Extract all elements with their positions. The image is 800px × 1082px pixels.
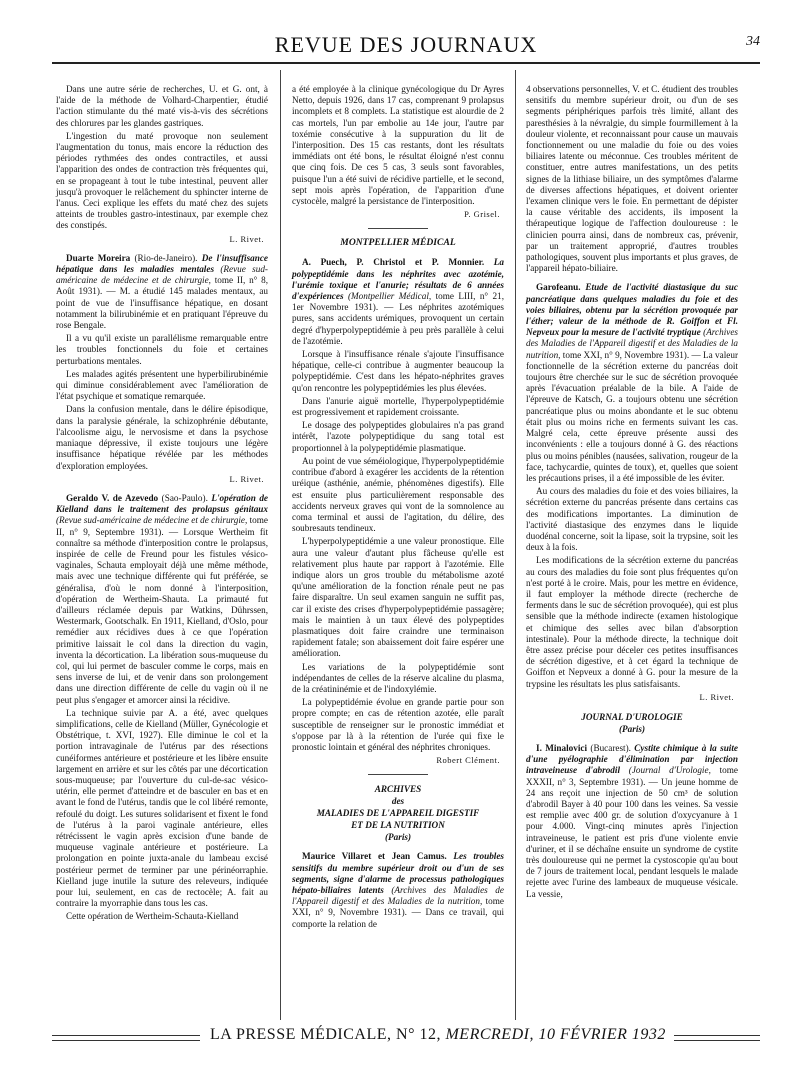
page-footer xyxy=(52,1026,760,1050)
paragraph: a été employée à la clinique gynécologique du Dr Ayres Netto, depuis 1926, dans 17 cas, comprenant 9 prolapsus incomplets et 8 complets. La statistique est alourdie de 2 cas mortels, l'un par embolie au 14e jour, l'autre par toxémie consécutive à la suppuration du lit de l'interposition. Des 15 cas restants, dont les résultats immédiats ont été bons, le résultat éloigné n'est connu que cinq fois. De ces 5 cas, 3 seuls sont favorables, puisque l'un a été suivi de récidive partielle, et le second, sept mois après l'opération, de l'apparition d'une cystocèle, malgré la persistance de l'interposition. xyxy=(292,84,504,207)
paragraph: Les variations de la polypeptidémie sont indépendantes de celles de la réserve alcaline du plasma, de la créatininémie et de l'indoxylémie. xyxy=(292,661,504,694)
paragraph: La polypeptidémie évolue en grande partie pour son propre compte; en cas de rétention azotée, elle paraît susceptible de renseigner sur le pronostic immédiat et s'oppose par là à la rétention de l'urée qui fixe le pronostic lointain et général des néphrites chroniques. xyxy=(292,697,504,752)
author-place: (Rio-de-Janeiro). xyxy=(130,252,202,263)
issue-date: MERCREDI, 10 FÉVRIER 1932 xyxy=(440,1026,666,1043)
section-line: JOURNAL D'UROLOGIE xyxy=(581,711,683,722)
page-number: 34 xyxy=(746,34,760,49)
article-text: tome XXXII, n° 3, Septembre 1931). — Un jeune homme de 24 ans reçoit une injection de 50 cm³ de solution d'abrodil Bayer à 40 pour 100 dans les veines. Sa vessie est remplie avec 400 gr. de solution d'oxycyanure à 1 pour 4.000. Vingt-cinq minutes après l'injection intraveineuse, le patient est pris d'une violente envie d'uriner, et il se déchaîne ensuite un syndrome de cystite très douloureuse qui ne permet la cystoscopie qu'au bout de 7 jours de traitement local, pendant lesquels le malade rejette avec l'urine des lambeaux de muqueuse vésicale. La vessie, xyxy=(526,765,739,899)
column-divider xyxy=(515,70,516,1020)
header-rule xyxy=(52,62,760,64)
article-title: De l'insuffisance hépatique dans les maladies mentales xyxy=(56,252,268,275)
article-source: (Montpellier Médical, xyxy=(343,291,432,302)
page-header xyxy=(52,32,760,60)
footer-text xyxy=(210,1026,666,1044)
paragraph: Il a vu qu'il existe un parallélisme remarquable entre les troubles fonctionnels du foie et certaines perturbations mentales. xyxy=(56,333,268,366)
article-entry xyxy=(526,743,738,900)
article-author: Maurice Villaret et Jean Camus. xyxy=(302,851,447,862)
article-entry xyxy=(526,282,738,484)
article-source: (Archives des Maladies de l'Appareil digestif et des Maladies de la nutrition, xyxy=(292,884,504,907)
paragraph: L'hyperpolypeptidémie a une valeur pronostique. Elle aura une valeur d'autant plus fâcheuse qu'elle est relativement plus haute par rapport à l'azotémie. Elle indique alors un gros trouble du métabolisme azoté qu'une amélioration de la fonction rénale peut ne pas faire disparaître. Un seul examen sanguin ne suffit pas, car il existe des crises d'hyperpolypeptidémie passagère; mais le maintien à un taux élevé des polypeptides plasmatiques doit faire craindre une terminaison rapidement fatale; son abaissement doit faire espérer une amélioration. xyxy=(292,536,504,659)
paragraph: Dans une autre série de recherches, U. et G. ont, à l'aide de la méthode de Volhard-Charpentier, étudié l'action stimulante du thé maté vis-à-vis des sécrétions des chlorures par les glandes gastriques. xyxy=(56,84,268,128)
section-line: ARCHIVES xyxy=(374,784,422,795)
paragraph: Les modifications de la sécrétion externe du pancréas au cours des maladies du foie sont plus fréquentes qu'on n'est porté à le croire. Mais, pour les mettre en évidence, il faut employer la méthode directe (recherche de ferments dans le suc de sécrétion provoquée), qui est plus sensible que la méthode indirecte (examen histologique et chimique des selles avec bilan d'absorption intestinale). Pour la méthode directe, la technique doit être assez précise pour déceler ces petites insuffisances de sécrétion digestive, et à cet égard la technique de Goiffon et Nepveux a donné à G. pour la mesure de la trypsine les résultats les plus satisfaisants. xyxy=(526,555,738,689)
section-rule xyxy=(368,228,428,229)
paragraph: L'ingestion du maté provoque non seulement l'augmentation du tonus, mais encore la réduction des périodes rythmées des ondes contractiles, et aussi l'apparition des ondes de contraction très fréquentes qui, en se propageant à tout le tube intestinal, peuvent aller jusqu'à provoquer le relâchement du sphincter interne de l'anus. Ceci explique les effets du maté chez des sujets atteints de troubles gastro-intestinaux, par exemple chez des constipés. xyxy=(56,130,268,231)
journal-name: LA PRESSE MÉDICALE, N° 12, xyxy=(210,1026,441,1043)
paragraph: Lorsque à l'insuffisance rénale s'ajoute l'insuffisance hépatique, celle-ci contribue à augmenter beaucoup la polypeptidémie. C'est dans les hépato-néphrites graves qu'on rencontre les polypeptidémies les plus élevées. xyxy=(292,349,504,393)
author-place: (Sao-Paulo). xyxy=(158,492,212,503)
signature: Robert Clément. xyxy=(436,755,500,766)
signature: L. Rivet. xyxy=(229,473,264,484)
article-title: La polypeptidémie dans les néphrites avec azotémie, l'urémie toxique et l'anurie; résultats de 6 années d'expériences xyxy=(292,257,504,302)
paragraph: Les malades agités présentent une hyperbilirubinémie qui diminue considérablement avec l'amélioration de l'état psychique et somatique remarquée. xyxy=(56,368,268,402)
section-line: des xyxy=(391,796,405,807)
paragraph: Au point de vue séméiologique, l'hyperpolypeptidémie contribue d'abord à exagérer les accidents de la rétention uréique (asthénie, anémie, phénomènes digestifs). Elle est ensuite plus particulièrement responsable des accidents nerveux graves qui vont de la somnolence au coma terminal et aussi de l'agitation, du délire, des soubresauts tendineux. xyxy=(292,455,504,534)
article-author: A. Puech, P. Christol et P. Monnier. xyxy=(302,257,485,268)
article-entry xyxy=(292,851,504,929)
section-rule xyxy=(368,774,428,775)
article-title: Cystite chimique à la suite d'une pyélographie d'élimination par injection intraveineuse d'abrodil xyxy=(526,742,738,776)
section-line: (Paris) xyxy=(384,832,412,843)
signature: L. Rivet. xyxy=(699,691,734,702)
article-entry xyxy=(292,257,504,347)
article-title: Etude de l'activité diastasique du suc pancréatique dans quelques maladies du foie et des voies biliaires, obtenu par la sécrétion provoquée par l'éther; valeur de la méthode de R. Goiffon et Fl. Nepveux pour la mesure de l'activité tryptique xyxy=(526,282,738,338)
column-divider xyxy=(280,70,281,1020)
section-heading xyxy=(292,783,504,843)
paragraph: Dans la confusion mentale, dans le délire épisodique, dans la paralysie générale, la schizophrénie débutante, l'alcoolisme aigu, le nervosisme et dans la psychose maniaque dépressive, il existe toujours une légère insuffisance hépatique révélée par les méthodes d'exploration employées. xyxy=(56,404,268,471)
article-author: Geraldo V. de Azevedo xyxy=(66,492,159,503)
article-entry xyxy=(56,253,268,331)
article-author: Garofeanu. xyxy=(536,282,581,293)
footer-rule xyxy=(674,1035,760,1041)
section-line: MALADIES DE L'APPAREIL DIGESTIF xyxy=(316,808,480,819)
article-text: tome II, n° 9, Septembre 1931). — Lorsque Wertheim fit connaître sa méthode d'interposition contre le prolapsus, inspirée de celle de Freund pour les fistules vésico-vaginales, Schauta employait déjà une même méthode, mais avec une technique différente qui fut préférée, se généralisa, d'où le nom donné à l'interposition, d'opération de Wertheim-Shauta. La primauté fut d'ailleurs réclamée depuis par Watkins, Dührssen, Westermark, Gootschalk. En 1911, Kielland, d'Oslo, pour remédier aux récidives dues à ce que l'opération primitive laissait le col dans la direction du vagin, inventa la décortication. La libération sous-muqueuse du col, qui lui permet de basculer comme le corps, mais en sens inverse de lui, et de venir dans son prolongement dans une direction différente de celle du vagin où il ne peut plus s'engager et amorcer ainsi la récidive. xyxy=(56,515,268,705)
article-title: Les troubles sensitifs du membre supérieur droit ou d'un de ses segments, signe d'alarme de processus pathologiques hépato-biliaires latents xyxy=(292,851,504,895)
section-heading xyxy=(526,711,738,735)
column-right xyxy=(526,84,738,902)
article-text: tome XXI, n° 9, Novembre 1931). — La valeur fonctionnelle de la sécrétion externe du pancréas doit toujours être cherchée sur le suc de sécrétion provoquée après l'évacuation préalable de la bile. A l'aide de l'épreuve de Katsch, G. a toujours obtenu une sécrétion pancréatique plus ou moins abondante et le suc obtenu était plus ou moins riche en ferments suivant les cas. Malgré cela, cette épreuve présente aussi des inconvénients : elle a toujours donné à G. des réactions plus ou moins pénibles (nausées, salivation, rougeur de la face, tachycardie, quintes de toux), et, quelles que soient les précautions prises, il a été impossible de les éviter. xyxy=(526,349,738,483)
column-middle xyxy=(292,84,504,932)
article-text: tome II, n° 8, Août 1931). — M. a étudié 145 malades mentaux, au point de vue de l'insuffisance hépatique, en dosant notamment la bilirubinémie et en pratiquant l'épreuve du rose Bengale. xyxy=(56,275,268,331)
article-author: Duarte Moreira xyxy=(66,252,131,263)
signature: L. Rivet. xyxy=(229,233,264,244)
article-title: L'opération de Kielland dans le traitement des prolapsus génitaux xyxy=(56,492,268,515)
paragraph: Dans l'anurie aiguë mortelle, l'hyperpolypeptidémie est progressivement et rapidement croissante. xyxy=(292,395,504,418)
author-place: (Bucarest). xyxy=(587,742,635,753)
footer-rule xyxy=(52,1035,200,1041)
paragraph: Cette opération de Wertheim-Schauta-Kielland xyxy=(66,911,239,922)
section-line: ET DE LA NUTRITION xyxy=(351,820,445,831)
article-text: tome XXI, n° 9, Novembre 1931). — Dans ce travail, qui comporte la relation de xyxy=(292,896,504,929)
signature: P. Grisel. xyxy=(464,209,500,220)
article-source: (Archives des Maladies de l'Appareil digestif et des Maladies de la nutrition, xyxy=(526,327,738,360)
section-heading: MONTPELLIER MÉDICAL xyxy=(340,237,456,249)
article-entry xyxy=(56,493,268,706)
article-source: (Revue sud-américaine de médecine et de chirurgie, xyxy=(56,264,268,286)
column-left xyxy=(56,84,268,925)
paragraph: La technique suivie par A. a été, avec quelques simplifications, celle de Kielland (Müller, Gynécologie et Obstétrique, t. XVI, 1927). Elle diminue le col et la portion intravaginale de l'utérus par des résections cunéiformes antérieure et postérieure et les libère ensuite largement en arrière et sur les côtés par une décortication sous-muqueuse; par l'ouverture du cul-de-sac vésico-utérin, elle permet d'atteindre et de basculer en bas et en avant le fond de l'utérus, tandis que le col libéré remonte, refoulé du doigt. Les sutures solidarisent et fixent le fond de l'utérus à la paroi vaginale antérieure, elles rétrécissent le vagin après excision d'une bande de muqueuse vaginale antérieure et postérieure. La prolongation en pointe juxta-anale du lambeau excisé postérieur permet de terminer par une périnéorraphie. Kielland juge inutile la suture des releveurs, indiquée pour lui, seulement, en cas de rectocèle; A. fait au contraire la myorraphie dans tous les cas. xyxy=(56,707,268,909)
running-title: REVUE DES JOURNAUX xyxy=(274,32,538,57)
paragraph: 4 observations personnelles, V. et C. étudient des troubles sensitifs du membre supérieur droit, ou d'un de ses segments périphériques parfois très limité, allant des paresthésies à la névralgie, du simple fourmillement à la douleur violente, et reconnaissant pour cause un mauvais fonctionnement ou une maladie du foie ou des voies biliaires latente ou méconnue. Ces troubles méritent de constituer, entre autres manifestations, un des petits signes de la lithiase biliaire, un des symptômes d'alarme de diverses affections hépatiques, et doivent orienter l'examen clinique vers le foie. En permettant de dépister la cause véritable des accidents, ils imposent la thérapeutique logique de l'affection douloureuse : le clinicien pourra ainsi, dans de nombreux cas, prévenir, par un traitement approprié, d'autres troubles pathologiques, souvent plus importants et plus graves, de l'appareil hépato-biliaire. xyxy=(526,84,738,274)
paragraph: Au cours des maladies du foie et des voies biliaires, la sécrétion externe du pancréas présente dans certains cas des modifications importantes. La diminution de l'activité diastasique des enzymes dans le liquide duodénal concerne, soit la lipase, soit la trypsine, soit les deux à la fois. xyxy=(526,486,738,553)
article-source: (Journal d'Urologie, xyxy=(620,765,711,776)
article-author: I. Minalovici xyxy=(536,742,588,753)
paragraph: Le dosage des polypeptides globulaires n'a pas grand intérêt, l'azote polypeptidique du sang total est proportionnel à la polypeptidémie plasmatique. xyxy=(292,420,504,453)
section-line: (Paris) xyxy=(618,723,646,734)
article-text: tome LIII, n° 21, 1er Novembre 1931). — Les néphrites azotémiques pures, sans accidents urémiques, provoquent un certain degré d'hyperpolypeptidémie à peu près parallèle à celui de l'azotémie. xyxy=(292,291,504,346)
article-source: (Revue sud-américaine de médecine et de chirurgie, xyxy=(56,515,248,526)
